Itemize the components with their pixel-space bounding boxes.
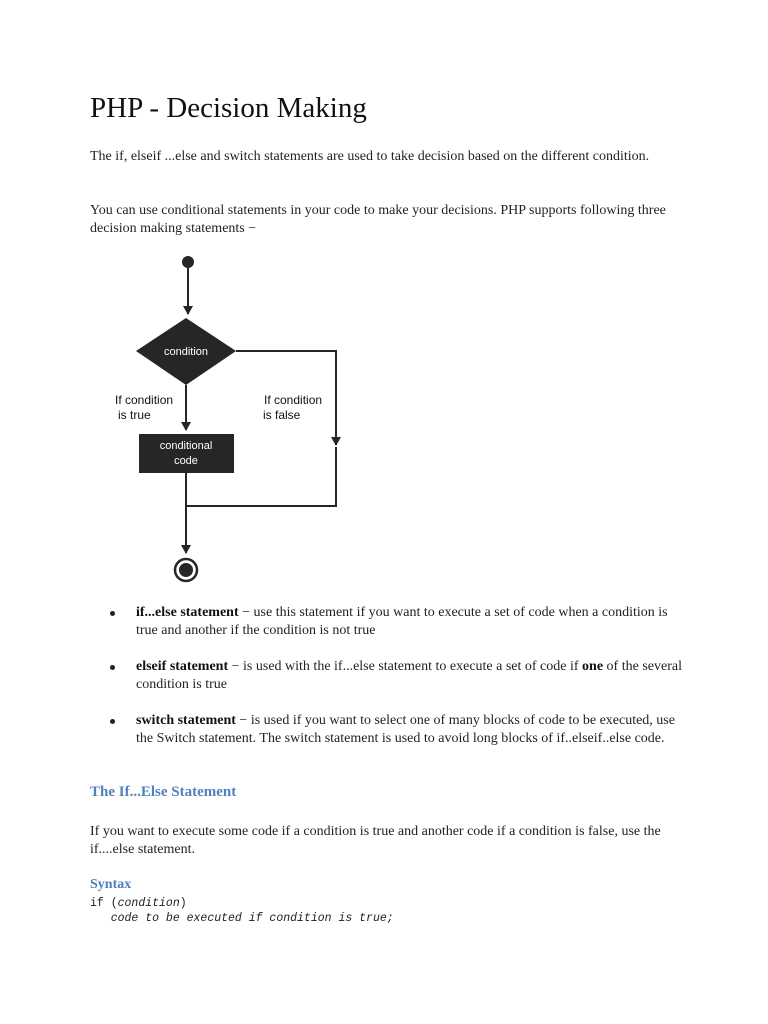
statement-list — [108, 604, 688, 766]
bullet-term: elseif statement — [136, 659, 229, 674]
bullet-text: − is used if you want to select one of many blocks of code to be executed, use the Switch statement. The switch statement is used to avoid long blocks of if..elseif..else code. — [136, 713, 675, 746]
start-node — [182, 256, 194, 268]
list-item — [108, 604, 688, 640]
bullet-term: if...else statement — [136, 605, 239, 620]
list-item — [108, 658, 688, 694]
second-paragraph: You can use conditional statements in your code to make your decisions. PHP supports following three decision making statements − — [90, 203, 666, 236]
bullet-term: switch statement — [136, 713, 236, 728]
bullet-text-after: of the several condition is true — [136, 659, 682, 692]
process-label-line2: code — [174, 455, 198, 467]
true-label-line2: is true — [118, 408, 151, 422]
code-param: condition — [117, 897, 180, 910]
bullet-dot — [110, 665, 115, 670]
end-node-core — [179, 563, 193, 577]
bullet-dot — [110, 611, 115, 616]
intro-paragraph: The if, elseif ...else and switch statements are used to take decision based on the different condition. — [90, 149, 650, 164]
false-label-line1: If condition — [264, 393, 323, 407]
page-title: PHP - Decision Making — [90, 92, 367, 124]
bullet-text: − use this statement if you want to execute a set of code when a condition is true and another if the condition is not true — [136, 605, 668, 638]
section-paragraph: If you want to execute some code if a condition is true and another code if a condition is false, use the if....else statement. — [90, 824, 661, 857]
bullet-dot — [110, 719, 115, 724]
section-heading: The If...Else Statement — [90, 784, 237, 800]
bullet-emphasis: one — [582, 659, 604, 674]
true-label-line1: If condition — [115, 393, 174, 407]
code-keyword: if ( — [90, 897, 118, 910]
false-label-line2: is false — [263, 408, 301, 422]
process-label-line1: conditional — [159, 440, 213, 452]
code-line-2: code to be executed if condition is true; — [90, 912, 394, 925]
decision-label: condition — [163, 346, 209, 358]
syntax-code-block — [90, 896, 394, 926]
code-close: ) — [179, 897, 187, 910]
bullet-text: − is used with the if...else statement to execute a set of code if — [228, 659, 583, 674]
syntax-heading: Syntax — [90, 877, 132, 892]
list-item — [108, 712, 688, 748]
